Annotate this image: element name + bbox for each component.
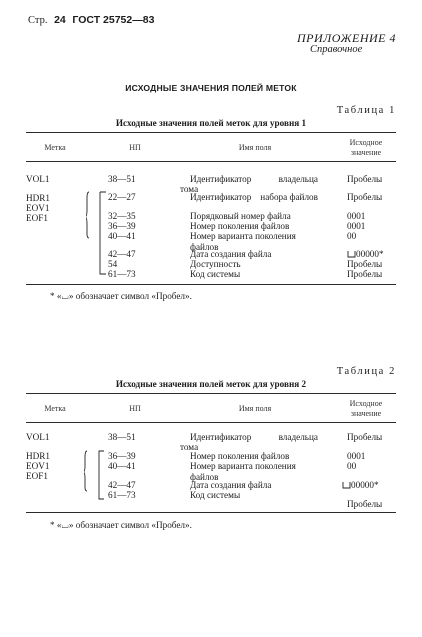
table-1-np-4: 36—39 [108, 221, 136, 231]
table-2-label-eof1: EOF1 [26, 471, 48, 481]
table-1-col-value [328, 138, 404, 157]
main-title: ИСХОДНЫЕ ЗНАЧЕНИЯ ПОЛЕЙ МЕТОК [125, 83, 297, 93]
table-1-np-1: 38—51 [108, 174, 136, 184]
table-1-name-8: Код системы [190, 269, 241, 279]
table-1-col-field: Имя поля [238, 143, 272, 152]
table-1-name-2 [190, 192, 318, 203]
appendix-title: ПРИЛОЖЕНИЕ 4 [297, 31, 396, 45]
table-1-name-1-b: владельца [278, 174, 318, 184]
table-1-value-3: 0001 [347, 211, 366, 221]
table-2-col-field: Имя поля [238, 404, 272, 413]
table-1-name-1 [190, 174, 318, 185]
table-1-np-3: 32—35 [108, 211, 136, 221]
running-header [28, 14, 154, 26]
table-1-bottom-rule [26, 284, 396, 285]
table-2-value-3: 00 [347, 461, 357, 471]
table-1-name-3: Порядковый номер файла [190, 211, 291, 221]
table-2-caption: Исходные значения полей меток для уровня 2 [115, 379, 307, 389]
table-2-label-vol1: VOL1 [26, 432, 50, 442]
page-number: 24 [54, 14, 66, 26]
table-2-footnote: * «⌴» обозначает символ «Пробел». [50, 520, 192, 530]
page-prefix: Стр. [28, 15, 48, 26]
table-2-brace-group [84, 449, 108, 501]
table-1-label-eof1: EOF1 [26, 213, 48, 223]
table-1-np-5: 40—41 [108, 231, 136, 241]
table-2-bottom-rule [26, 512, 396, 513]
table-2-name-3: Номер варианта поколения файлов [190, 461, 296, 482]
table-2-np-1: 38—51 [108, 432, 136, 442]
gost-code: ГОСТ 25752—83 [72, 14, 155, 26]
table-1-top-rule [26, 132, 396, 133]
table-1-name-6: Дата создания файла [190, 249, 272, 259]
table-2-name-4: Дата создания файла [190, 480, 272, 490]
table-2-header-rule [26, 422, 396, 423]
table-1-value-4: 0001 [347, 221, 366, 231]
table-1-np-2: 22—27 [108, 192, 136, 202]
table-1-value-5: 00 [347, 231, 357, 241]
table-1-label-hdr1: HDR1 [26, 193, 50, 203]
table-2-value-4 [342, 480, 379, 491]
appendix-subtitle: Справочное [310, 44, 363, 55]
table-2-np-3: 40—41 [108, 461, 136, 471]
table-1-name-2-b: набора файлов [260, 192, 318, 202]
table-2-value-1: Пробелы [347, 432, 383, 442]
table-1-label-vol1: VOL1 [26, 174, 50, 184]
space-symbol-icon [347, 250, 356, 258]
table-1-footnote: * «⌴» обозначает символ «Пробел». [50, 291, 192, 301]
table-2-np-5: 61—73 [108, 490, 136, 500]
table-1-name-1-cont: тома [180, 184, 199, 194]
table-2-col-value-line1: Исходное [349, 399, 383, 408]
table-1-name-2-a: Идентификатор [190, 192, 252, 202]
table-2-number: Таблица 2 [336, 366, 396, 377]
table-2-name-1 [190, 432, 318, 443]
table-2-bracket-right [99, 451, 104, 499]
table-1-value-2: Пробелы [347, 192, 383, 202]
table-1-brace-group [86, 190, 110, 276]
table-2-col-label: Метка [44, 404, 66, 413]
table-1-np-6: 42—47 [108, 249, 136, 259]
table-1-value-6-text: 00000* [356, 249, 384, 259]
table-1-np-7: 54 [108, 259, 118, 269]
table-2-name-1-cont: тома [180, 442, 199, 452]
table-1-number: Таблица 1 [336, 105, 396, 116]
table-2-name-2: Номер поколения файлов [190, 451, 290, 461]
table-1-value-1: Пробелы [347, 174, 383, 184]
table-2-name-5: Код системы [190, 490, 241, 500]
table-1-value-7: Пробелы [347, 259, 383, 269]
space-symbol-icon [342, 481, 351, 489]
table-1-header-rule [26, 161, 396, 162]
table-2-value-5: Пробелы [347, 499, 383, 509]
table-1-caption: Исходные значения полей меток для уровня 1 [115, 118, 307, 128]
table-1-col-value-line1: Исходное [349, 138, 383, 147]
table-1-value-8: Пробелы [347, 269, 383, 279]
table-1-brace-left [86, 192, 89, 238]
table-1-name-1-a: Идентификатор [190, 174, 252, 184]
table-1-name-5: Номер варианта поколения файлов [190, 231, 296, 252]
table-2-col-value [328, 399, 404, 418]
table-2-brace-left [84, 451, 87, 491]
table-2-name-1-b: владельца [278, 432, 318, 442]
table-2-name-1-a: Идентификатор [190, 432, 252, 442]
table-1-col-label: Метка [44, 143, 66, 152]
table-2-value-4-text: 00000* [351, 480, 379, 490]
table-2-label-eov1: EOV1 [26, 461, 50, 471]
table-2-np-4: 42—47 [108, 480, 136, 490]
table-2-np-2: 36—39 [108, 451, 136, 461]
table-1-label-eov1: EOV1 [26, 203, 50, 213]
table-1-name-4: Номер поколения файлов [190, 221, 290, 231]
table-1-col-np: НП [129, 143, 141, 152]
table-1-np-8: 61—73 [108, 269, 136, 279]
table-1-name-7: Доступность [190, 259, 241, 269]
table-1-bracket-right [100, 192, 106, 274]
table-2-top-rule [26, 393, 396, 394]
table-2-col-value-line2: значение [350, 408, 382, 418]
table-1-col-value-line2: значение [350, 147, 382, 157]
table-2-value-2: 0001 [347, 451, 366, 461]
table-2-col-np: НП [129, 404, 141, 413]
table-2-label-hdr1: HDR1 [26, 451, 50, 461]
